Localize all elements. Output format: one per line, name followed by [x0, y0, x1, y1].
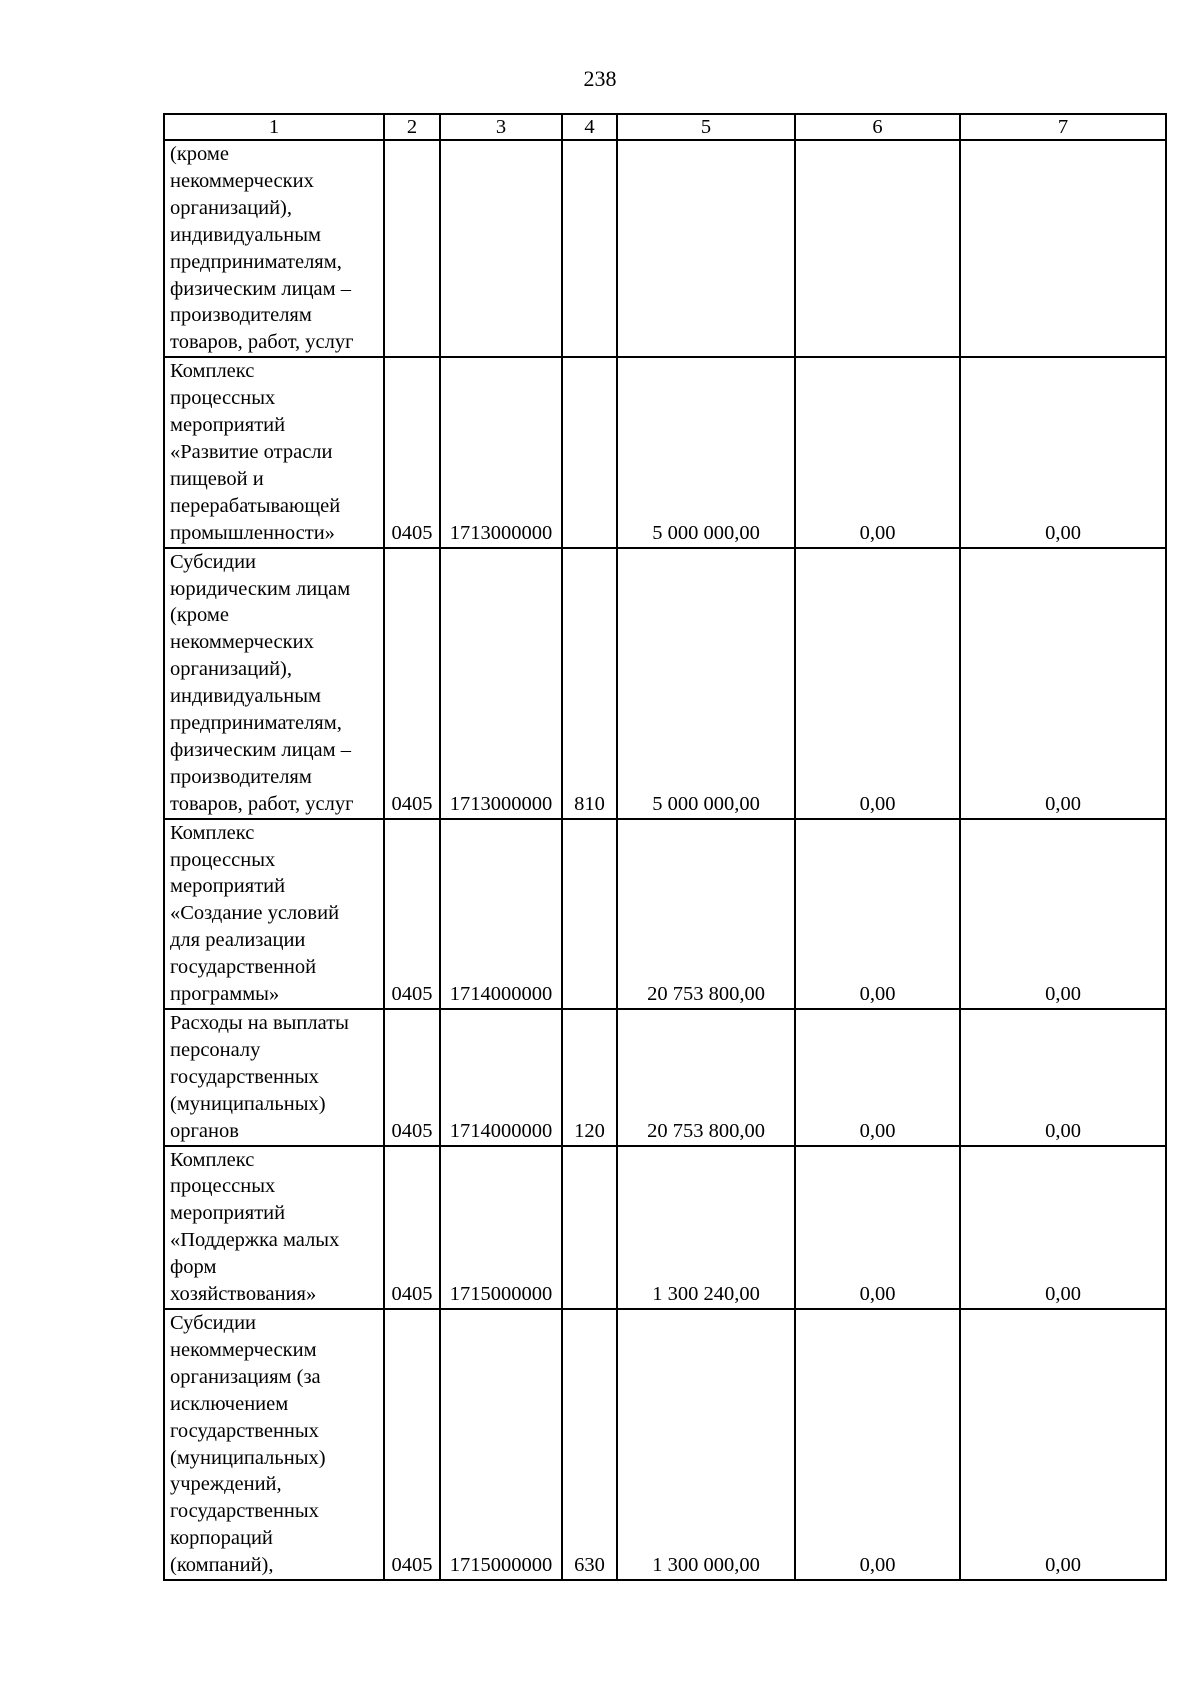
row-name-cell: (кроме некоммерческих организаций), индивидуальным предпринимателям, физическим лицам – производителям товаров, работ, услуг	[164, 140, 384, 357]
expense-type-cell	[562, 819, 617, 1009]
amount-col5-cell: 1 300 000,00	[617, 1309, 795, 1580]
expense-type-cell	[562, 1146, 617, 1309]
target-article-cell: 1715000000	[440, 1309, 562, 1580]
amount-col6-cell: 0,00	[795, 1146, 960, 1309]
section-cell: 0405	[384, 1146, 440, 1309]
amount-col7-cell	[960, 140, 1166, 357]
target-article-cell	[440, 140, 562, 357]
row-name-cell: Субсидии некоммерческим организациям (за исключением государственных (муниципальных) учреждений, государственных корпораций (компаний),	[164, 1309, 384, 1580]
amount-col6-cell: 0,00	[795, 1009, 960, 1146]
table-row	[164, 140, 1166, 357]
row-name-cell: Субсидии юридическим лицам (кроме некоммерческих организаций), индивидуальным предпринимателям, физическим лицам – производителям товаров, работ, услуг	[164, 548, 384, 819]
amount-col7-cell: 0,00	[960, 1309, 1166, 1580]
header-cell: 3	[440, 114, 562, 140]
budget-table	[163, 113, 1167, 1581]
expense-type-cell	[562, 357, 617, 547]
expense-type-cell: 120	[562, 1009, 617, 1146]
amount-col6-cell	[795, 140, 960, 357]
header-cell: 1	[164, 114, 384, 140]
amount-col7-cell: 0,00	[960, 1009, 1166, 1146]
header-row	[164, 114, 1166, 140]
row-name-cell: Комплекс процессных мероприятий «Поддержка малых форм хозяйствования»	[164, 1146, 384, 1309]
section-cell	[384, 140, 440, 357]
header-cell: 2	[384, 114, 440, 140]
table-row	[164, 1146, 1166, 1309]
page-number: 238	[583, 66, 617, 91]
target-article-cell: 1714000000	[440, 1009, 562, 1146]
amount-col5-cell	[617, 140, 795, 357]
expense-type-cell: 630	[562, 1309, 617, 1580]
table-row	[164, 819, 1166, 1009]
target-article-cell: 1714000000	[440, 819, 562, 1009]
section-cell: 0405	[384, 548, 440, 819]
section-cell: 0405	[384, 1309, 440, 1580]
amount-col5-cell: 20 753 800,00	[617, 1009, 795, 1146]
section-cell: 0405	[384, 819, 440, 1009]
table-row	[164, 1009, 1166, 1146]
amount-col7-cell: 0,00	[960, 548, 1166, 819]
amount-col5-cell: 20 753 800,00	[617, 819, 795, 1009]
expense-type-cell	[562, 140, 617, 357]
header-cell: 6	[795, 114, 960, 140]
table-row	[164, 357, 1166, 547]
target-article-cell: 1713000000	[440, 548, 562, 819]
target-article-cell: 1715000000	[440, 1146, 562, 1309]
amount-col6-cell: 0,00	[795, 548, 960, 819]
amount-col5-cell: 5 000 000,00	[617, 548, 795, 819]
amount-col6-cell: 0,00	[795, 819, 960, 1009]
header-cell: 4	[562, 114, 617, 140]
amount-col5-cell: 5 000 000,00	[617, 357, 795, 547]
amount-col5-cell: 1 300 240,00	[617, 1146, 795, 1309]
section-cell: 0405	[384, 1009, 440, 1146]
amount-col7-cell: 0,00	[960, 1146, 1166, 1309]
row-name-cell: Комплекс процессных мероприятий «Создание условий для реализации государственной программы»	[164, 819, 384, 1009]
row-name-cell: Комплекс процессных мероприятий «Развитие отрасли пищевой и перерабатывающей промышленности»	[164, 357, 384, 547]
table-row	[164, 1309, 1166, 1580]
amount-col7-cell: 0,00	[960, 819, 1166, 1009]
amount-col6-cell: 0,00	[795, 357, 960, 547]
table-row	[164, 548, 1166, 819]
target-article-cell: 1713000000	[440, 357, 562, 547]
header-cell: 5	[617, 114, 795, 140]
expense-type-cell: 810	[562, 548, 617, 819]
amount-col6-cell: 0,00	[795, 1309, 960, 1580]
amount-col7-cell: 0,00	[960, 357, 1166, 547]
row-name-cell: Расходы на выплаты персоналу государственных (муниципальных) органов	[164, 1009, 384, 1146]
header-cell: 7	[960, 114, 1166, 140]
section-cell: 0405	[384, 357, 440, 547]
